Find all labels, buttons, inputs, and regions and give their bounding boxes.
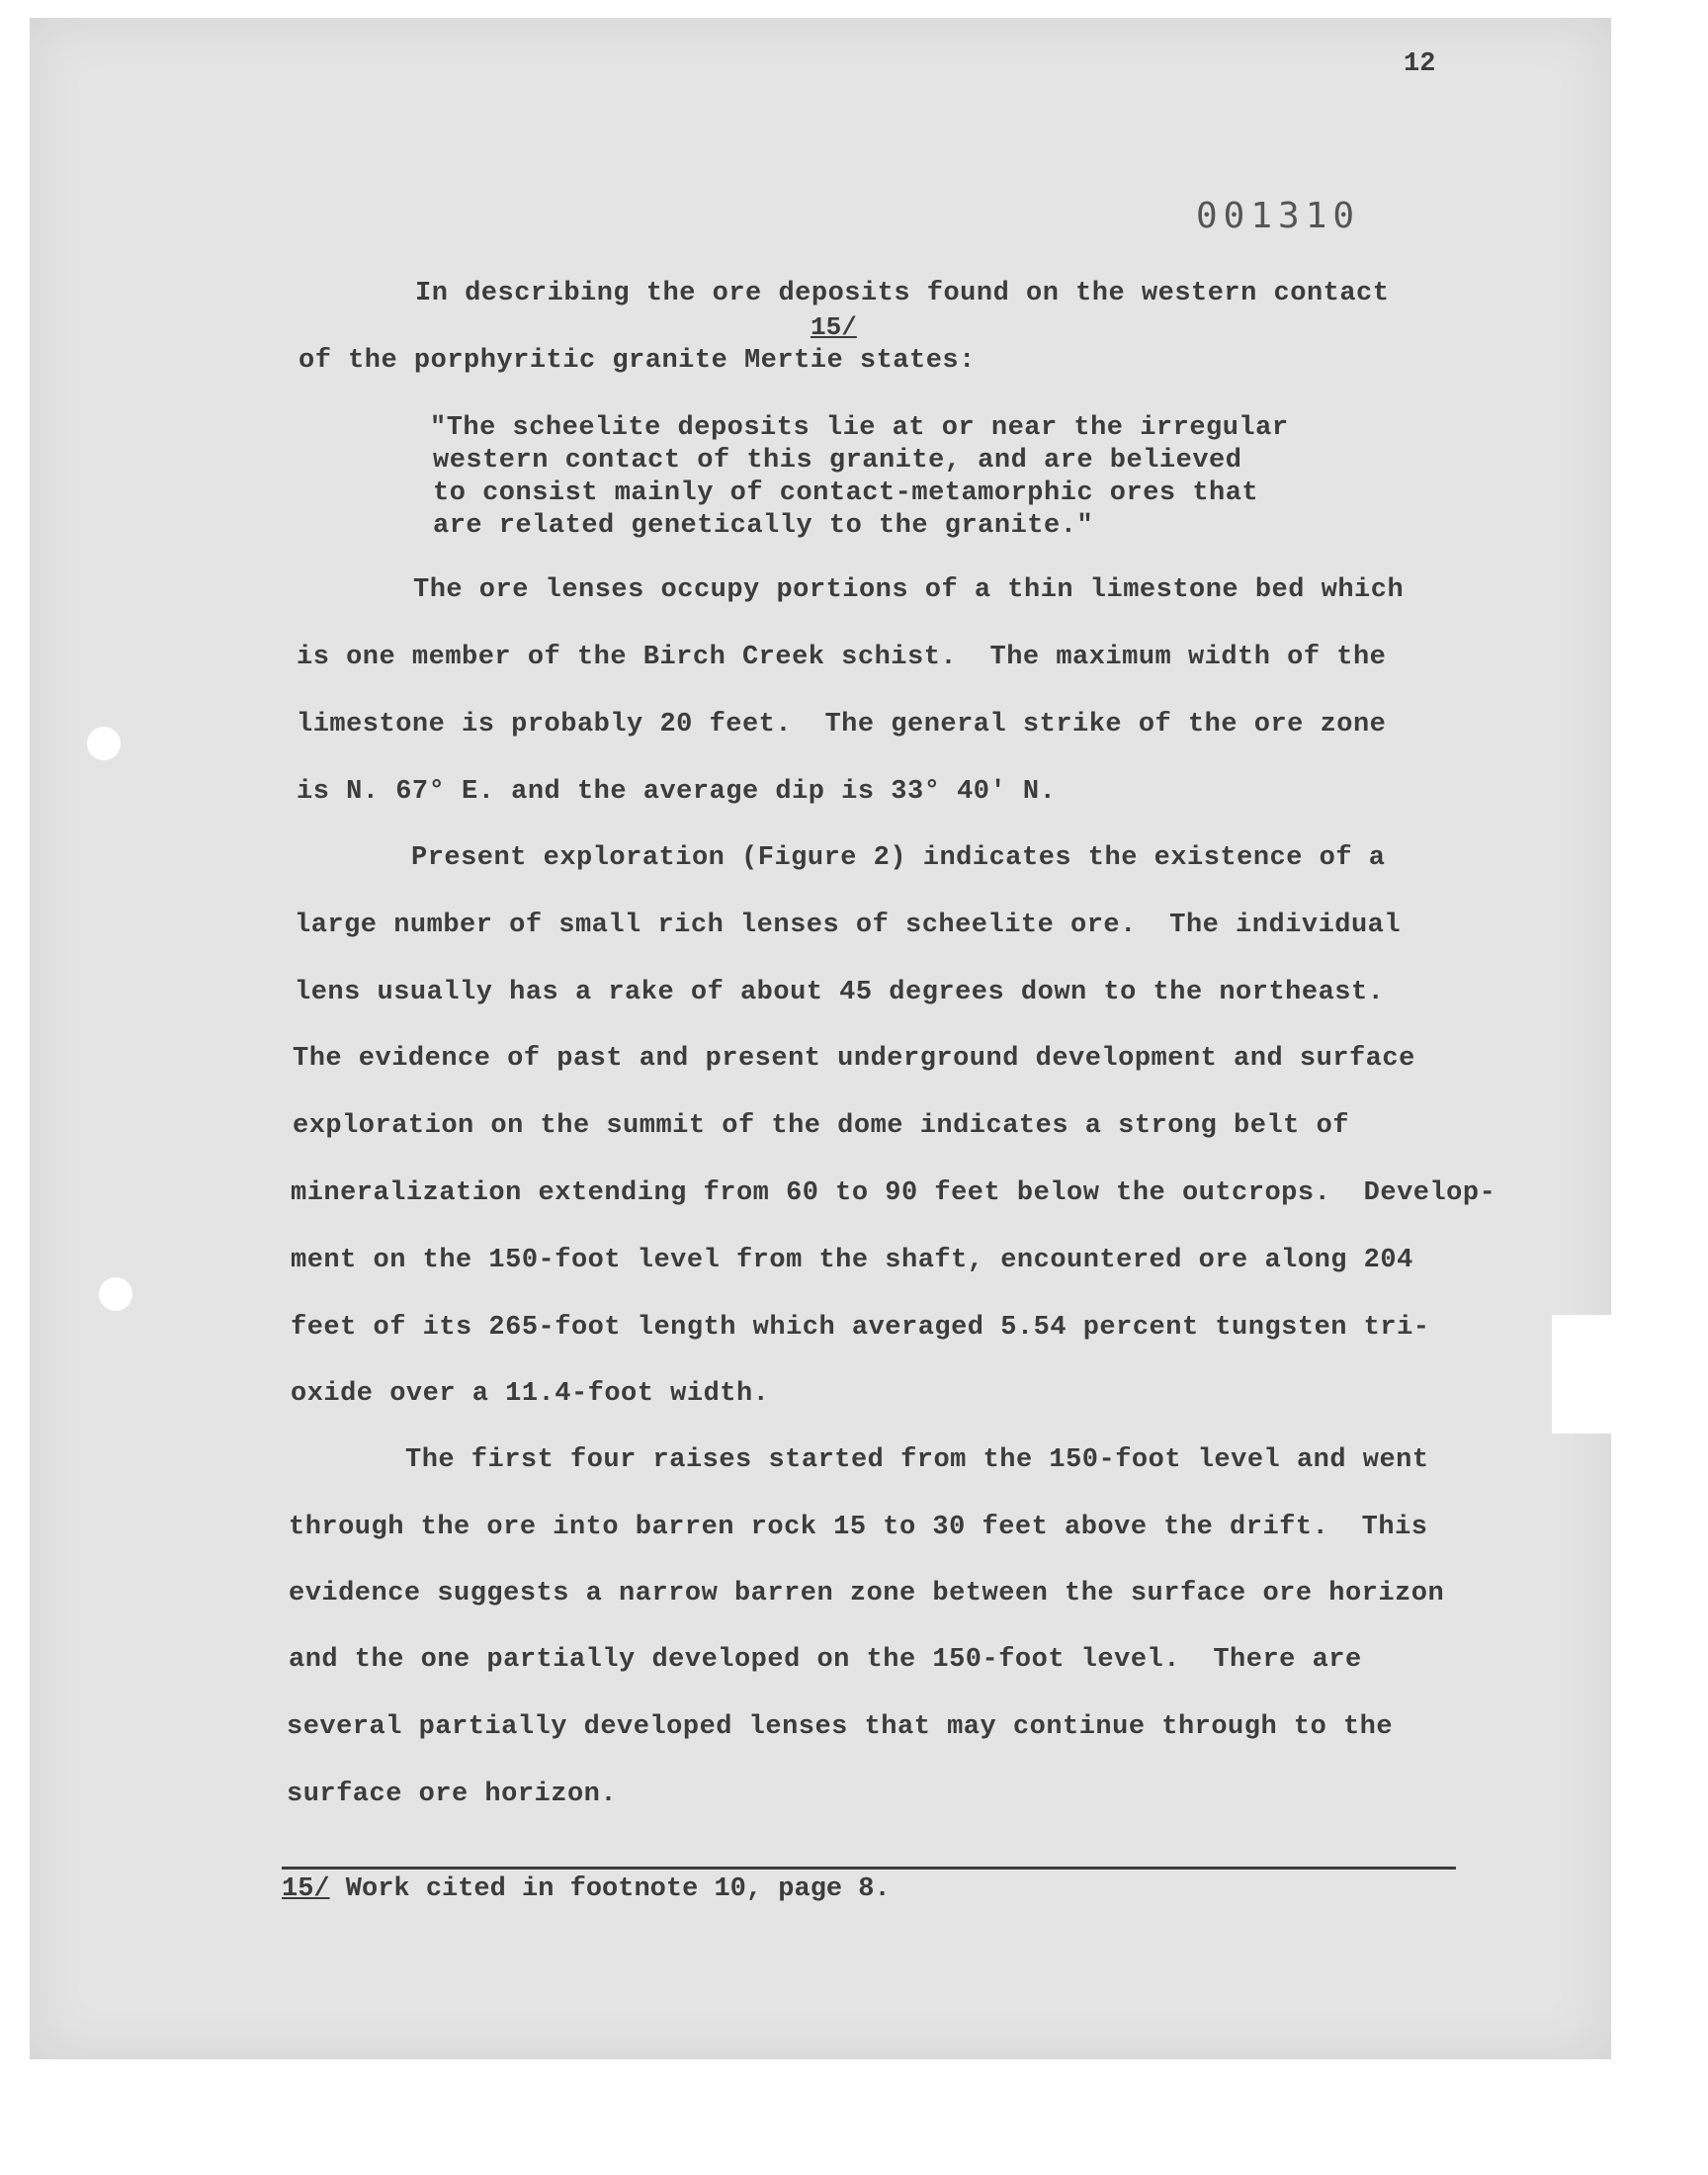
quote-line2: western contact of this granite, and are believed bbox=[433, 446, 1242, 476]
footnote-ref: 15/ bbox=[282, 1874, 330, 1904]
paragraph3-line3: lens usually has a rake of about 45 degrees down to the northeast. bbox=[295, 978, 1385, 1007]
quote-line4: are related genetically to the granite." bbox=[433, 511, 1094, 541]
paragraph2-line2: is one member of the Birch Creek schist. The maximum width of the bbox=[297, 643, 1387, 672]
paragraph3-line4: The evidence of past and present underground development and surface bbox=[293, 1044, 1415, 1074]
paragraph4-line6: surface ore horizon. bbox=[287, 1780, 618, 1809]
footnote-text: Work cited in footnote 10, page 8. bbox=[329, 1874, 891, 1904]
paragraph4-line3: evidence suggests a narrow barren zone between the surface ore horizon bbox=[289, 1579, 1445, 1609]
paragraph2-line3: limestone is probably 20 feet. The general strike of the ore zone bbox=[297, 710, 1387, 740]
quote-line1: "The scheelite deposits lie at or near the irregular bbox=[430, 413, 1289, 443]
paragraph4-line5: several partially developed lenses that may continue through to the bbox=[287, 1712, 1394, 1742]
footnote bbox=[282, 1874, 891, 1904]
paragraph3-line2: large number of small rich lenses of scheelite ore. The individual bbox=[295, 911, 1402, 940]
punch-hole-bottom bbox=[99, 1277, 132, 1311]
paragraph2-line1: The ore lenses occupy portions of a thin limestone bed which bbox=[413, 575, 1405, 605]
quote-line3: to consist mainly of contact-metamorphic ores that bbox=[433, 478, 1259, 508]
paragraph4-line2: through the ore into barren rock 15 to 30 feet above the drift. This bbox=[289, 1513, 1428, 1542]
document-stamp: 001310 bbox=[1196, 196, 1361, 236]
paragraph3-line7: ment on the 150-foot level from the shaft, encountered ore along 204 bbox=[291, 1246, 1413, 1275]
paragraph1-line1: In describing the ore deposits found on the western contact bbox=[415, 279, 1390, 308]
paragraph3-line9: oxide over a 11.4-foot width. bbox=[291, 1379, 770, 1409]
page-number: 12 bbox=[1404, 49, 1436, 79]
footnote-marker-15: 15/ bbox=[811, 312, 857, 342]
paragraph2-line4: is N. 67° E. and the average dip is 33° 40' N. bbox=[297, 777, 1057, 807]
paragraph1-line2: of the porphyritic granite Mertie states: bbox=[299, 346, 976, 376]
punch-hole-top bbox=[87, 727, 121, 760]
paragraph3-line1: Present exploration (Figure 2) indicates the existence of a bbox=[411, 843, 1386, 873]
paragraph4-line1: The first four raises started from the 150-foot level and went bbox=[405, 1445, 1429, 1475]
paragraph4-line4: and the one partially developed on the 150-foot level. There are bbox=[289, 1645, 1362, 1675]
paragraph3-line6: mineralization extending from 60 to 90 feet below the outcrops. Develop- bbox=[291, 1178, 1496, 1208]
footnote-rule bbox=[282, 1867, 1456, 1870]
paragraph3-line8: feet of its 265-foot length which averaged 5.54 percent tungsten tri- bbox=[291, 1313, 1430, 1343]
paragraph3-line5: exploration on the summit of the dome indicates a strong belt of bbox=[293, 1111, 1349, 1141]
page-torn-edge bbox=[1552, 1315, 1611, 1434]
